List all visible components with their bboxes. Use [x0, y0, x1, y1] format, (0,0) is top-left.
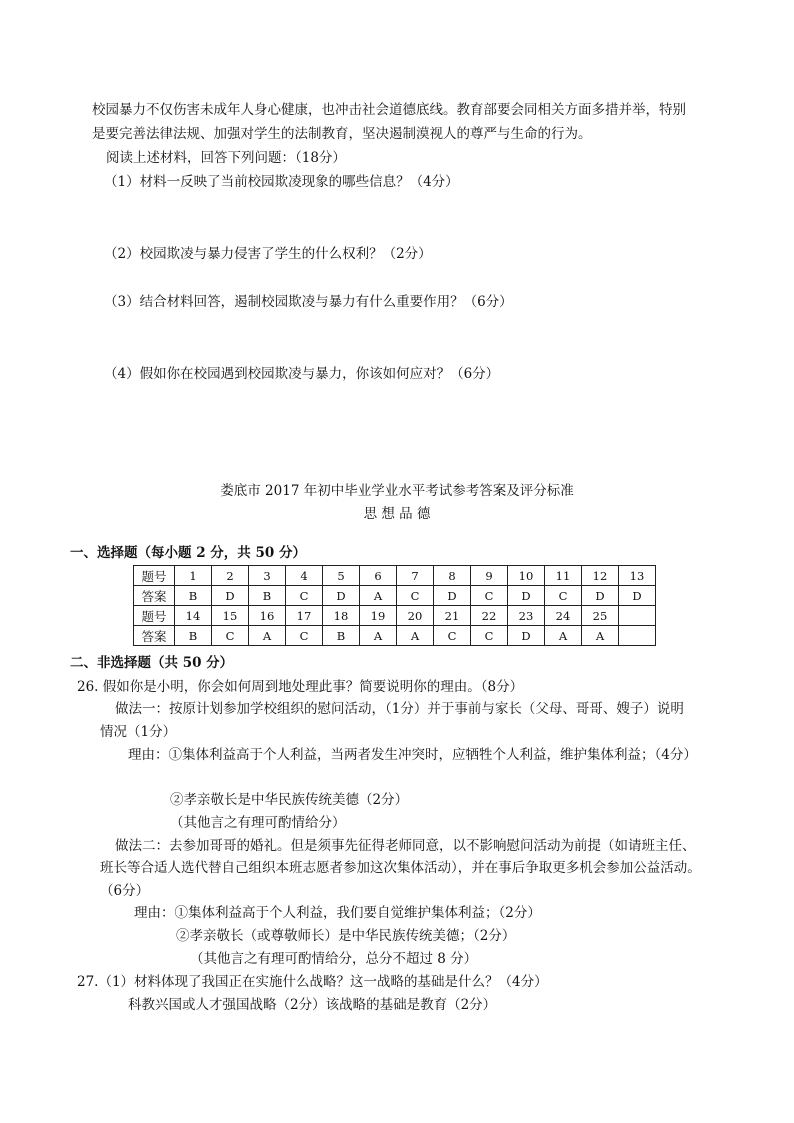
table-cell: A: [397, 626, 434, 646]
table-cell: 24: [545, 606, 582, 626]
table-cell: C: [434, 626, 471, 646]
q27-question: 27.（1）材料体现了我国正在实施什么战略？这一战略的基础是什么？（4分）: [77, 974, 548, 990]
table-cell: D: [508, 626, 545, 646]
table-cell: D: [619, 586, 656, 606]
table-row: [134, 626, 656, 646]
table-cell: B: [175, 586, 212, 606]
table-cell: 17: [286, 606, 323, 626]
table-row: [134, 566, 656, 586]
table-cell: A: [582, 626, 619, 646]
table-cell: [619, 606, 656, 626]
table-cell: 13: [619, 566, 656, 586]
q27-answer: 科教兴国或人才强国战略（2分）该战略的基础是教育（2分）: [128, 997, 497, 1013]
table-cell: C: [286, 586, 323, 606]
table-cell: 16: [249, 606, 286, 626]
table-cell: D: [323, 586, 360, 606]
answer-key-title: 娄底市 2017 年初中毕业学业水平考试参考答案及评分标准: [220, 483, 574, 499]
question-3: （3）结合材料回答，遏制校园欺凌与暴力有什么重要作用？（6分）: [104, 294, 513, 310]
table-cell: 23: [508, 606, 545, 626]
table-cell: D: [212, 586, 249, 606]
q26-method1-reason1: 理由：①集体利益高于个人利益，当两者发生冲突时，应牺牲个人利益，维护集体利益；（4分）: [128, 747, 697, 763]
table-cell: 8: [434, 566, 471, 586]
subject-title: 思 想 品 德: [363, 506, 431, 522]
table-cell: 题号: [134, 606, 175, 626]
q26-question: 26. 假如你是小明，你会如何周到地处理此事？简要说明你的理由。（8分）: [77, 679, 524, 695]
table-cell: D: [508, 586, 545, 606]
table-cell: 1: [175, 566, 212, 586]
table-cell: 22: [471, 606, 508, 626]
q26-method2-line3: （6分）: [100, 883, 150, 899]
table-cell: 答案: [134, 586, 175, 606]
table-cell: A: [249, 626, 286, 646]
table-cell: 4: [286, 566, 323, 586]
table-cell: 3: [249, 566, 286, 586]
table-cell: 11: [545, 566, 582, 586]
table-cell: A: [360, 626, 397, 646]
table-cell: [619, 626, 656, 646]
q26-method1-line1: 做法一：按原计划参加学校组织的慰问活动，（1分）并于事前与家长（父母、哥哥、嫂子）说明: [115, 701, 684, 717]
table-cell: 9: [471, 566, 508, 586]
q26-method2-reason2: ②孝亲敬长（或尊敬师长）是中华民族传统美德；（2分）: [176, 928, 516, 944]
table-cell: B: [175, 626, 212, 646]
table-cell: 18: [323, 606, 360, 626]
material-line-1: 校园暴力不仅伤害未成年人身心健康，也冲击社会道德底线。教育部要会同相关方面多措并举，特别: [92, 102, 686, 118]
section-1-heading: 一、选择题（每小题 2 分，共 50 分）: [70, 545, 306, 561]
table-cell: D: [582, 586, 619, 606]
table-cell: C: [286, 626, 323, 646]
q26-method2-line1: 做法二：去参加哥哥的婚礼。但是须事先征得老师同意，以不影响慰问活动为前提（如请班主任、: [115, 838, 696, 854]
answer-table: [133, 565, 656, 646]
table-cell: A: [360, 586, 397, 606]
table-cell: C: [471, 586, 508, 606]
table-cell: 6: [360, 566, 397, 586]
q26-method1-reason2: ②孝亲敬长是中华民族传统美德（2分）: [170, 792, 409, 808]
table-cell: 10: [508, 566, 545, 586]
table-cell: 答案: [134, 626, 175, 646]
table-cell: 题号: [134, 566, 175, 586]
table-cell: A: [545, 626, 582, 646]
table-cell: 12: [582, 566, 619, 586]
table-cell: 25: [582, 606, 619, 626]
table-cell: 21: [434, 606, 471, 626]
table-cell: 20: [397, 606, 434, 626]
question-1: （1）材料一反映了当前校园欺凌现象的哪些信息？（4分）: [104, 174, 459, 190]
q26-method1-line2: 情况（1分）: [100, 724, 177, 740]
table-cell: C: [545, 586, 582, 606]
table-cell: 15: [212, 606, 249, 626]
table-cell: 14: [175, 606, 212, 626]
table-cell: D: [434, 586, 471, 606]
section-2-heading: 二、非选择题（共 50 分）: [70, 655, 234, 671]
question-2: （2）校园欺凌与暴力侵害了学生的什么权利？（2分）: [104, 246, 432, 262]
table-cell: 5: [323, 566, 360, 586]
table-cell: C: [212, 626, 249, 646]
q26-method1-note: （其他言之有理可酌情给分）: [170, 815, 346, 831]
question-4: （4）假如你在校园遇到校园欺凌与暴力，你该如何应对？（6分）: [104, 366, 500, 382]
material-line-2: 是要完善法律法规、加强对学生的法制教育，坚决遏制漠视人的尊严与生命的行为。: [92, 126, 592, 142]
table-cell: C: [397, 586, 434, 606]
table-cell: B: [323, 626, 360, 646]
table-row: [134, 586, 656, 606]
table-row: [134, 606, 656, 626]
table-cell: B: [249, 586, 286, 606]
q26-method2-note: （其他言之有理可酌情给分，总分不超过 8 分）: [190, 951, 478, 967]
table-cell: 19: [360, 606, 397, 626]
table-cell: 2: [212, 566, 249, 586]
reading-prompt: 阅读上述材料，回答下列问题：（18分）: [106, 150, 346, 166]
q26-method2-reason1: 理由：①集体利益高于个人利益，我们要自觉维护集体利益；（2分）: [134, 905, 541, 921]
table-cell: C: [471, 626, 508, 646]
q26-method2-line2: 班长等合适人选代替自己组织本班志愿者参加这次集体活动），并在事后争取更多机会参加公益活动。: [100, 860, 701, 876]
table-cell: 7: [397, 566, 434, 586]
